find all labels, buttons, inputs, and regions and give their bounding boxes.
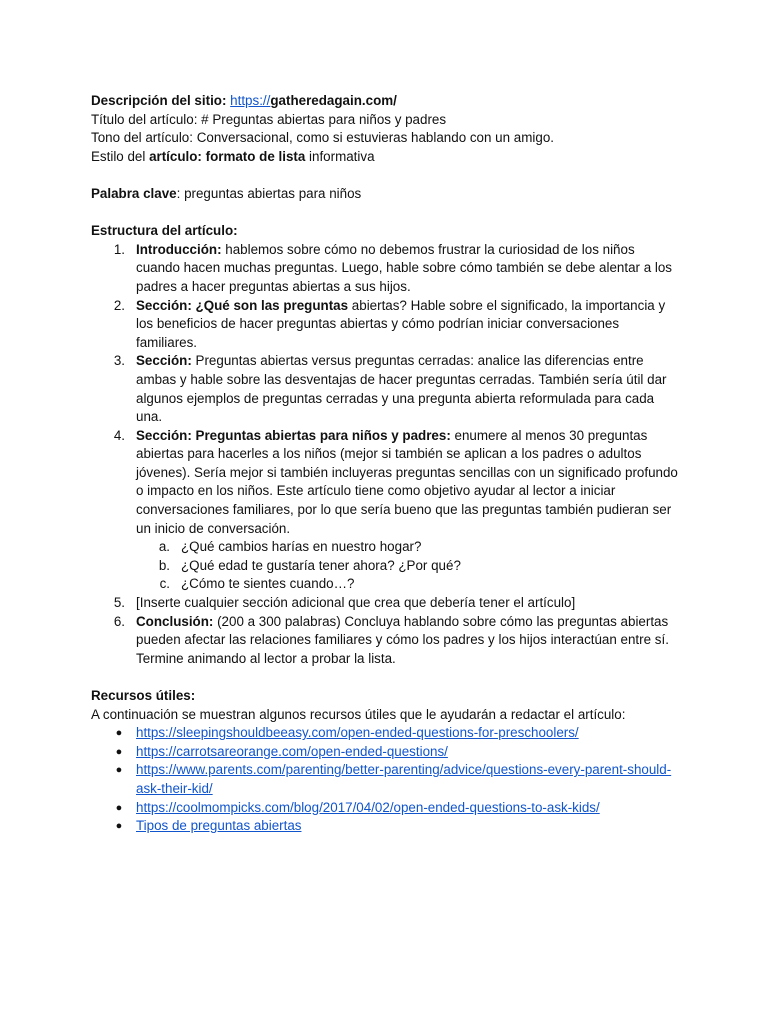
sub-letter: b. [158, 557, 170, 573]
spacer [91, 668, 681, 687]
spacer [91, 204, 681, 223]
structure-item-6 [91, 613, 681, 669]
sub-letter: a. [158, 539, 170, 555]
style-prefix: Estilo del [91, 148, 150, 164]
resource-link[interactable]: Tipos de preguntas abiertas [136, 818, 302, 834]
structure-item-5 [91, 594, 681, 613]
example-question [136, 557, 681, 576]
article-style-line [91, 148, 681, 167]
structure-item-1 [91, 241, 681, 297]
item-number: 2. [113, 297, 125, 313]
bullet-icon: ● [115, 745, 123, 758]
bullet-icon: ● [115, 820, 123, 833]
keyword-line [91, 185, 681, 204]
resource-item [91, 743, 681, 762]
example-questions-list [136, 538, 681, 594]
structure-heading [91, 222, 681, 241]
structure-item-2 [91, 297, 681, 353]
item-text: hablemos sobre cómo no debemos frustrar la curiosidad de los niños cuando hacen muchas preguntas. Luego, hable sobre cómo también se debe alentar a los padres a hacer preguntas abiertas a sus hijos. [136, 241, 672, 294]
structure-list [91, 241, 681, 669]
resource-item [91, 799, 681, 818]
item-bold: Introducción: [136, 241, 222, 257]
resources-list [91, 724, 681, 836]
structure-item-3 [91, 352, 681, 426]
structure-heading-text: Estructura del artículo: [91, 223, 238, 239]
keyword-value: : preguntas abiertas para niños [176, 185, 362, 201]
item-text: enumere al menos 30 preguntas abiertas para hacerles a los niños (mejor si también se aplican a los padres o adultos jóvenes). Sería mejor si también incluyeras preguntas sencillas con un significado profundo o impacto en los niños. Este artículo tiene como objetivo ayudar al lector a iniciar conversaciones familiares, por lo que sería bueno que las preguntas también pudieran ser un inicio de conversación. [136, 427, 678, 536]
sub-text: ¿Qué edad te gustaría tener ahora? ¿Por qué? [181, 557, 461, 573]
site-domain: gatheredagain.com/ [270, 93, 397, 108]
item-number: 3. [113, 353, 125, 369]
resources-intro: A continuación se muestran algunos recursos útiles que le ayudarán a redactar el artículo: [91, 706, 626, 722]
document-body [91, 92, 681, 836]
item-text: [Inserte cualquier sección adicional que crea que debería tener el artículo] [136, 595, 576, 611]
style-bold: artículo: formato de lista [149, 148, 306, 164]
example-question [136, 575, 681, 594]
site-description-label: Descripción del sitio: [91, 93, 227, 108]
item-number: 5. [113, 595, 125, 611]
item-text: abiertas? Hable sobre el significado, la importancia y los beneficios de hacer preguntas abiertas y cómo podrían iniciar conversaciones familiares. [136, 297, 666, 350]
structure-item-4 [91, 427, 681, 594]
resource-link[interactable]: https://sleepingshouldbeeasy.com/open-ended-questions-for-preschoolers/ [136, 725, 579, 741]
resource-item [91, 817, 681, 836]
item-bold: Sección: [136, 353, 192, 369]
article-tone-line: Tono del artículo: Conversacional, como si estuvieras hablando con un amigo. [91, 130, 554, 146]
resources-heading-text: Recursos útiles: [91, 688, 196, 703]
item-bold: Sección: Preguntas abiertas para niños y padres: [136, 427, 451, 443]
item-text: (200 a 300 palabras) Concluya hablando sobre cómo las preguntas abiertas pueden afectar las relaciones familiares y cómo los padres y los hijos interactúan entre sí. Termine animando al lector a probar la lista. [136, 613, 669, 666]
item-bold: Sección: ¿Qué son las preguntas [136, 297, 349, 313]
sub-letter: c. [159, 576, 170, 592]
bullet-icon: ● [115, 764, 123, 777]
example-question [136, 538, 681, 557]
site-link-prefix[interactable]: https:// [230, 93, 271, 108]
resource-link[interactable]: https://coolmompicks.com/blog/2017/04/02/open-ended-questions-to-ask-kids/ [136, 799, 600, 815]
resource-item [91, 761, 681, 798]
item-text: Preguntas abiertas versus preguntas cerradas: analice las diferencias entre ambas y hable sobre las desventajas de hacer preguntas cerradas. También sería útil dar algunos ejemplos de preguntas cerradas y una pregunta abierta reformulada para cada una. [136, 353, 667, 425]
article-title-line: Título del artículo: # Preguntas abiertas para niños y padres [91, 111, 447, 127]
style-suffix: informativa [305, 148, 375, 164]
spacer [91, 166, 681, 185]
resource-item [91, 724, 681, 743]
item-number: 6. [113, 613, 125, 629]
bullet-icon: ● [115, 801, 123, 814]
resources-heading [91, 687, 681, 706]
resource-link[interactable]: https://www.parents.com/parenting/better-parenting/advice/questions-every-parent-should-ask-their-kid/ [136, 762, 672, 796]
item-number: 4. [113, 427, 125, 443]
resource-link[interactable]: https://carrotsareorange.com/open-ended-questions/ [136, 743, 448, 759]
item-bold: Conclusión: [136, 613, 214, 629]
site-description-line [91, 92, 681, 111]
item-number: 1. [113, 241, 125, 257]
bullet-icon: ● [115, 727, 123, 740]
sub-text: ¿Qué cambios harías en nuestro hogar? [181, 539, 422, 555]
sub-text: ¿Cómo te sientes cuando…? [181, 576, 355, 592]
keyword-label: Palabra clave [91, 185, 177, 201]
